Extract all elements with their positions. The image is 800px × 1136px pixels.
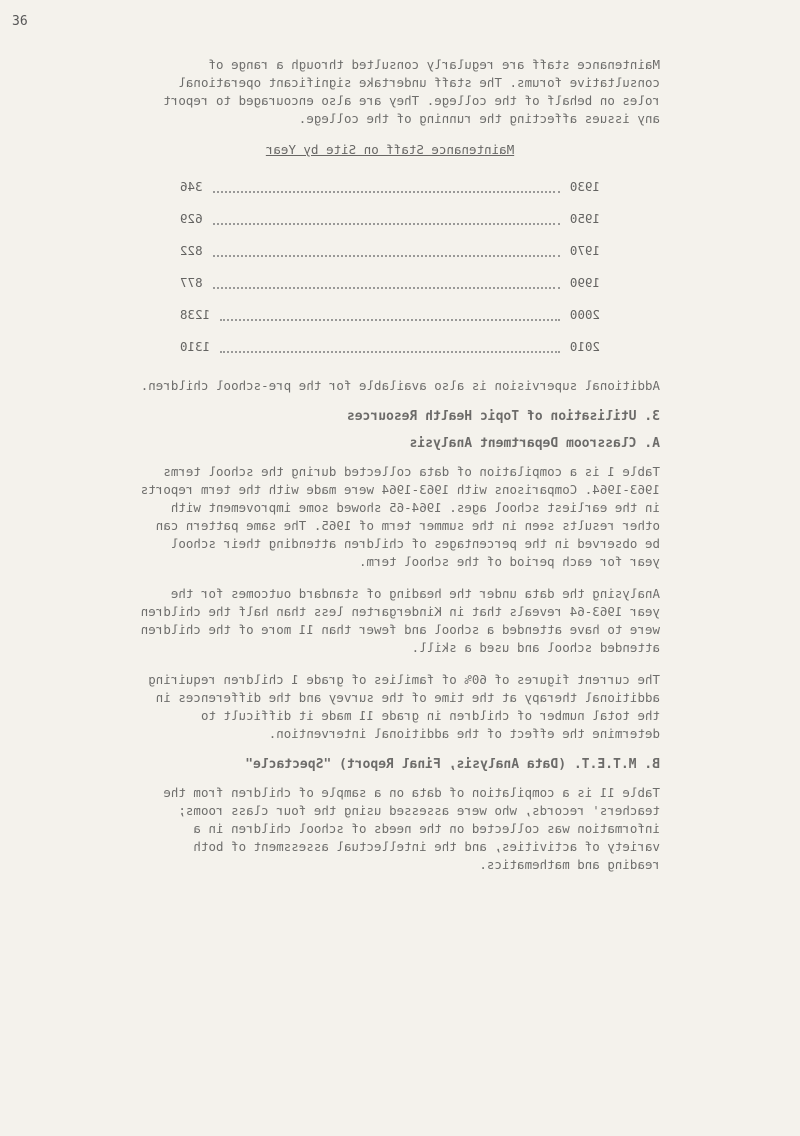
- intro-paragraph: Maintenance staff are regularly consulted through a range of consultative forums. The staff undertake significant operational roles on behalf of the college. They are also encouraged to report any issues affecting the running of the college.: [163, 57, 660, 126]
- leader-dots: [213, 267, 560, 289]
- table-row: [180, 235, 600, 267]
- body-paragraph: Analysing the data under the heading of standard outcomes for the year 1963-64 reveals that in Kindergarten less than half the children were to have attended a school and fewer than 11 more of the children attended school and used a skill.: [140, 586, 660, 655]
- table-row: [180, 331, 600, 363]
- table-row: [180, 203, 600, 235]
- leader-dots: [220, 299, 560, 321]
- table-year: 1950: [569, 211, 600, 226]
- leader-dots: [213, 203, 560, 225]
- table-count: 822: [180, 243, 203, 258]
- body-paragraph: Table 11 is a compilation of data on a sample of children from the teachers' records, who were assessed using the four class rooms; information was collected on the needs of school children in a variety of activities, and the intellectual assessment of both reading and mathematics.: [163, 785, 660, 872]
- table-count: 1238: [180, 307, 211, 322]
- table-year: 1990: [569, 275, 600, 290]
- table-year: 2000: [569, 307, 600, 322]
- page-number: 36: [12, 14, 28, 29]
- staff-table: [180, 142, 600, 363]
- body-paragraph: Table 1 is a compilation of data collected during the school terms 1963-1964. Comparisons with 1963-1964 were made with the term reports in the earliest school ages. 1964-65 showed some improvement with other results seen in the summer term of 1965. The same pattern can be observed in the percentages of children attending their school year for each period of the school term.: [140, 464, 660, 569]
- table-count: 346: [180, 179, 203, 194]
- table-year: 1930: [569, 179, 600, 194]
- table-count: 1310: [180, 339, 211, 354]
- table-row: [180, 299, 600, 331]
- body-paragraph: The current figures of 60% of families of grade 1 children requiring additional therapy at the time of the survey and the differences in the total number of children in grade 11 made it difficult to determine the effect of the additional intervention.: [148, 672, 660, 741]
- table-count: 629: [180, 211, 203, 226]
- leader-dots: [220, 331, 560, 353]
- subsection-heading: A. Classroom Department Analysis: [409, 436, 660, 451]
- table-count: 877: [180, 275, 203, 290]
- table-caption: Maintenance Staff on Site by Year: [265, 142, 515, 157]
- subsection-heading: B. M.T.E.T. (Data Analysis, Final Report) "Spectacle": [245, 757, 660, 772]
- section-heading: 3. Utilisation of Topic Health Resources: [346, 409, 660, 424]
- leader-dots: [213, 235, 560, 257]
- table-year: 1970: [569, 243, 600, 258]
- table-row: [180, 267, 600, 299]
- table-year: 2010: [569, 339, 600, 354]
- text-column: [140, 56, 660, 888]
- leader-dots: [213, 171, 560, 193]
- table-row: [180, 171, 600, 203]
- note-paragraph: Additional supervision is also available for the pre-school children.: [140, 378, 660, 393]
